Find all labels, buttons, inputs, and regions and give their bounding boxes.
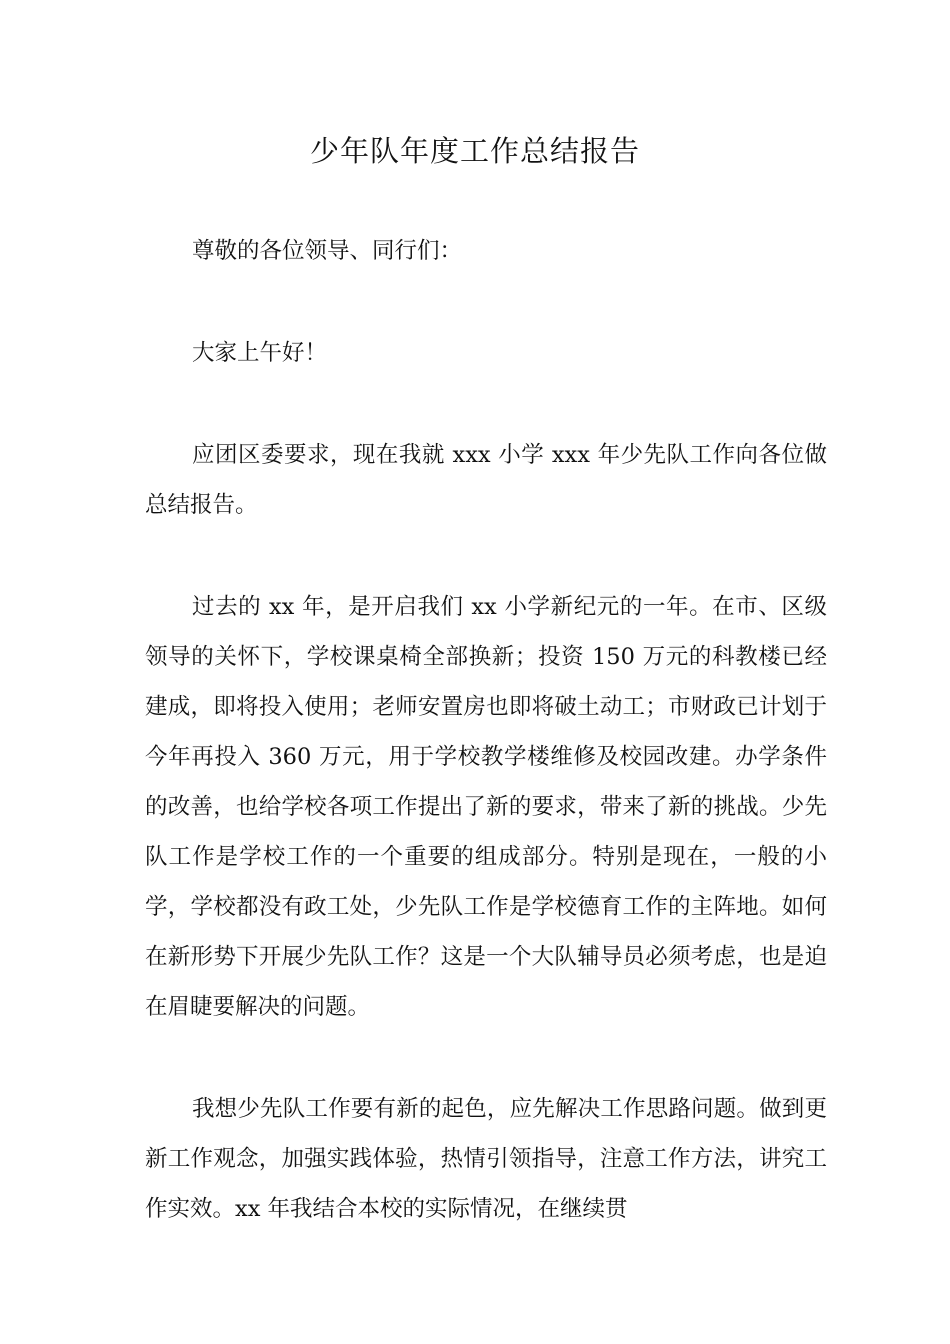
paragraph-greeting: 大家上午好！ <box>192 340 328 366</box>
paragraph-salutation: 尊敬的各位领导、同行们： <box>192 238 463 264</box>
paragraph-past-year: 过去的 xx 年，是开启我们 xx 小学新纪元的一年。在市、区级领导的关怀下，学校课桌椅全部换新；投资 150 万元的科教楼已经建成，即将投入使用；老师安置房也即将破土动工；市财政已计划于今年再投入 360 万元，用于学校教学楼维修及校园改建。办学条件的改善，也给学校各项工作提出了新的要求，带来了新的挑战。少先队工作是学校工作的一个重要的组成部分。特别是现在，一般的小学，学校都没有政工处，少先队工作是学校德育工作的主阵地。如何在新形势下开展少先队工作？这是一个大队辅导员必须考虑，也是迫在眉睫要解决的问题。 <box>145 594 827 1020</box>
document-title: 少年队年度工作总结报告 <box>309 134 640 168</box>
paragraph-work-approach: 我想少先队工作要有新的起色，应先解决工作思路问题。做到更新工作观念，加强实践体验，热情引领指导，注意工作方法，讲究工作实效。xx 年我结合本校的实际情况，在继续贯 <box>145 1096 827 1222</box>
document-body <box>145 226 827 1286</box>
paragraph-intro: 应团区委要求，现在我就 xxx 小学 xxx 年少先队工作向各位做总结报告。 <box>145 442 827 518</box>
